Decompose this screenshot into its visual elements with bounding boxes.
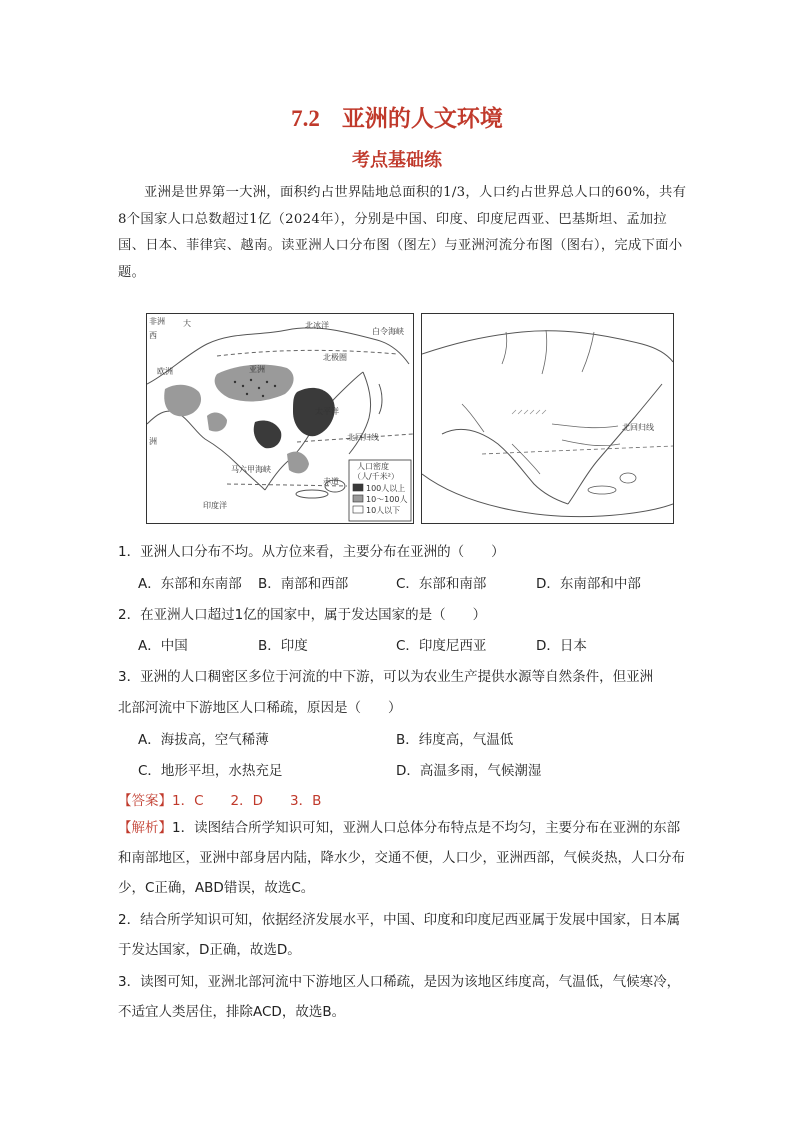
q1-option-c[interactable]: C．东部和南部: [396, 576, 487, 592]
label-arctic-ocean: 北冰洋: [305, 321, 329, 330]
analysis-paragraph-2: 2．结合所学知识可知，依据经济发展水平，中国、印度和印度尼西亚属于发展中国家，日本属于发达国家，D正确，故选D。: [118, 912, 681, 958]
q2-option-d[interactable]: D．日本: [536, 638, 587, 654]
label-tropic: 北回归线: [347, 433, 379, 442]
q2-option-c[interactable]: C．印度尼西亚: [396, 638, 487, 654]
label-equator: 赤道: [323, 477, 339, 486]
answer-tag: 【答案】: [118, 793, 172, 809]
q3-option-c[interactable]: C．地形平坦，水热充足: [138, 763, 283, 779]
label-europe: 欧洲: [157, 367, 173, 376]
legend-item-low: 10人以下: [366, 506, 401, 515]
question-2-stem: 2．在亚洲人口超过1亿的国家中，属于发达国家的是（ ）: [118, 607, 487, 623]
analysis-paragraph-1: [118, 813, 693, 903]
legend-title: 人口密度: [357, 462, 389, 471]
q3-option-a[interactable]: A．海拔高，空气稀薄: [138, 732, 269, 748]
label-pacific: 太平洋: [315, 407, 339, 416]
label-xi: 西: [149, 331, 157, 340]
population-map: [146, 313, 414, 524]
answer-text: 1．C 2．D 3．B: [172, 793, 322, 809]
analysis-text-1: 1．读图结合所学知识可知，亚洲人口总体分布特点是不均匀，主要分布在亚洲的东部和南部地区，亚洲中部身居内陆，降水少，交通不便，人口少，亚洲西部，气候炎热，人口分布少，C正确，ABD错误，故选C。: [118, 820, 685, 896]
label-zhou: 洲: [149, 437, 157, 446]
q2-option-a[interactable]: A．中国: [138, 638, 188, 654]
q3-option-d[interactable]: D．高温多雨，气候潮湿: [396, 763, 542, 779]
q1-option-b[interactable]: B．南部和西部: [258, 576, 349, 592]
label-indian-ocean: 印度洋: [203, 501, 227, 510]
question-3-stem-line2: 北部河流中下游地区人口稀疏，原因是（ ）: [118, 700, 402, 716]
label-africa-top: 非洲: [149, 317, 165, 326]
river-map: [421, 313, 674, 524]
right-label-tropic: 北回归线: [622, 423, 654, 432]
q1-option-a[interactable]: A．东部和东南部: [138, 576, 242, 592]
legend-item-high: 100人以上: [366, 484, 406, 493]
label-asia: 亚洲: [249, 365, 265, 374]
label-da: 大: [183, 319, 191, 328]
section-title: 亚洲的人文环境: [341, 105, 503, 132]
legend-item-mid: 10～100人: [366, 495, 408, 504]
label-arctic-circle: 北极圈: [323, 353, 347, 362]
label-malacca: 马六甲海峡: [231, 465, 271, 474]
legend-unit: （人/千米²）: [353, 472, 399, 481]
section-number: 7.2: [291, 106, 320, 131]
page-subtitle: 考点基础练: [352, 150, 442, 171]
analysis-paragraph-3: 3．读图可知，亚洲北部河流中下游地区人口稀疏，是因为该地区纬度高，气温低，气候寒冷，不适宜人类居住，排除ACD，故选B。: [118, 974, 681, 1020]
page-title: [0, 100, 794, 133]
question-1-stem: 1．亚洲人口分布不均。从方位来看，主要分布在亚洲的（ ）: [118, 544, 505, 560]
intro-paragraph: 亚洲是世界第一大洲，面积约占世界陆地总面积的1/3，人口约占世界总人口的60%，共有8个国家人口总数超过1亿（2024年），分别是中国、印度、印度尼西亚、巴基斯坦、孟加拉国、日本、菲律宾、越南。读亚洲人口分布图（图左）与亚洲河流分布图（图右），完成下面小题。: [118, 185, 687, 280]
q1-option-d[interactable]: D．东南部和中部: [536, 576, 641, 592]
map-legend: [349, 460, 411, 521]
answer-line: [118, 789, 321, 809]
analysis-tag: 【解析】: [118, 820, 172, 836]
label-bering: 白令海峡: [372, 327, 404, 336]
q3-option-b[interactable]: B．纬度高，气温低: [396, 732, 514, 748]
q2-option-b[interactable]: B．印度: [258, 638, 308, 654]
question-3-stem-line1: 3．亚洲的人口稠密区多位于河流的中下游，可以为农业生产提供水源等自然条件，但亚洲: [118, 669, 654, 685]
